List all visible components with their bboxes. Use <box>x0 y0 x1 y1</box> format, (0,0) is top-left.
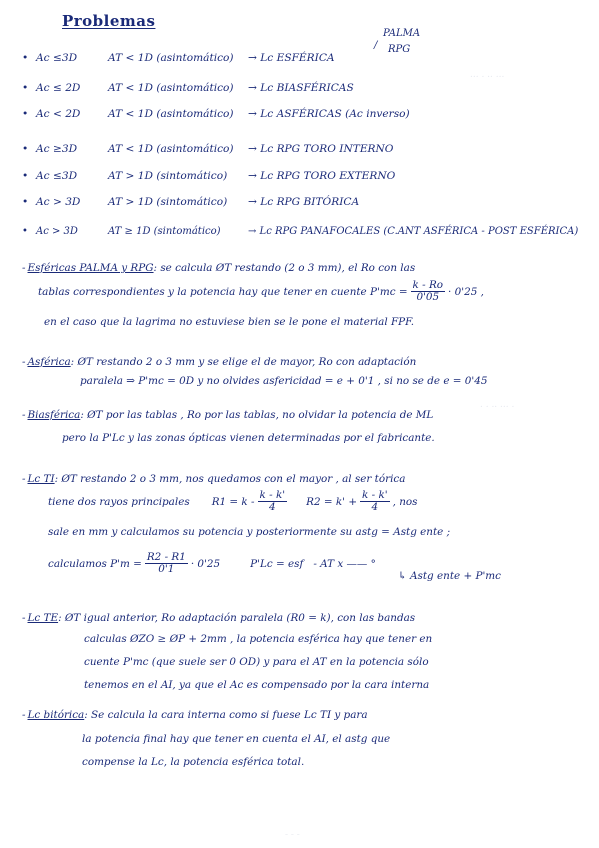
row-condition: Ac > 3D <box>36 226 78 237</box>
lcti-line-5: ↳ Astg ente + P'mc <box>398 570 501 582</box>
fraction: $\frac{R2 - R1}{0'1}$ <box>146 551 186 576</box>
lcti-line-3: sale en mm y calculamos su potencia y posteriormente su astg = Astg ente ; <box>48 526 451 538</box>
classification-row <box>22 108 410 120</box>
esfericas-line-1: - Esféricas PALMA y RPG: se calcula ØT restando (2 o 3 mm), el Ro con las <box>22 262 416 274</box>
classification-row <box>22 82 354 94</box>
classification-row <box>22 226 578 237</box>
fraction: $\frac{k - Ro}{0'05}$ <box>412 279 444 304</box>
row-condition: Ac ≤3D <box>36 52 78 64</box>
lcte-line-2: calculas ØZO ≥ ØP + 2mm , la potencia esférica hay que tener en <box>84 633 433 645</box>
lcbitorica-line-1: - Lc bitórica: Se calcula la cara interna como si fuese Lc TI y para <box>22 709 368 721</box>
row-result: → Lc RPG BITÓRICA <box>248 196 360 208</box>
bullet-icon: • <box>22 108 29 120</box>
bullet-icon: • <box>22 52 29 64</box>
fraction: $\frac{k - k'}{4}$ <box>259 489 286 514</box>
row-astigmatism: AT < 1D (asintomático) <box>108 52 234 64</box>
biasferica-line-2: pero la P'Lc y las zonas ópticas vienen determinadas por el fabricante. <box>62 432 435 444</box>
bleed-through-mark: ... . .. ... <box>470 70 505 80</box>
esfericas-line-2: tablas correspondientes y la potencia hay que tener en cuente P'mc = $\frac{k - Ro}{0'05}$ · 0'25 , <box>38 279 484 304</box>
bullet-icon: • <box>22 226 28 237</box>
bullet-icon: • <box>22 196 29 208</box>
classification-row <box>22 196 359 208</box>
page-title: Problemas <box>62 12 156 30</box>
section-heading: Lc TI <box>27 473 55 485</box>
section-heading: Lc bitórica <box>27 709 85 721</box>
row-result: → Lc BIASFÉRICAS <box>248 82 354 94</box>
bullet-icon: • <box>22 82 29 94</box>
bullet-icon: • <box>22 170 29 182</box>
row-result: → Lc ESFÉRICA <box>248 52 335 64</box>
row-condition: Ac < 2D <box>36 108 81 120</box>
lcte-line-1: - Lc TE: ØT igual anterior, Ro adaptación paralela (R0 = k), con las bandas <box>22 612 416 624</box>
lcti-line-1: - Lc TI: ØT restando 2 o 3 mm, nos quedamos con el mayor , al ser tórica <box>22 473 406 485</box>
row-result: → Lc RPG TORO EXTERNO <box>248 170 396 182</box>
lcte-line-3: cuente P'mc (que suele ser 0 OD) y para el AT en la potencia sólo <box>84 656 429 668</box>
bleed-through-mark: - - - <box>285 830 300 840</box>
row-astigmatism: AT > 1D (sintomático) <box>108 196 228 208</box>
row-astigmatism: AT > 1D (sintomático) <box>108 170 228 182</box>
section-heading: Esféricas PALMA y RPG <box>27 262 154 274</box>
row-result: → Lc RPG PANAFOCALES (C.ANT ASFÉRICA - POST ESFÉRICA) <box>248 226 579 237</box>
row-result: → Lc RPG TORO INTERNO <box>248 143 394 155</box>
row-astigmatism: AT < 1D (asintomático) <box>108 82 234 94</box>
row-astigmatism: AT ≥ 1D (sintomático) <box>108 226 221 237</box>
row-condition: Ac ≤ 2D <box>36 82 81 94</box>
annotation-palma: PALMA <box>383 28 421 39</box>
esfericas-line-3: en el caso que la lagrima no estuviese bien se le pone el material FPF. <box>44 316 415 328</box>
biasferica-line-1: - Biasférica: ØT por las tablas , Ro por las tablas, no olvidar la potencia de ML <box>22 409 434 421</box>
bullet-icon: • <box>22 143 29 155</box>
annotation-rpg: RPG <box>388 44 411 55</box>
row-condition: Ac ≥3D <box>36 143 78 155</box>
classification-row <box>22 143 393 155</box>
asferica-line-1: - Asférica: ØT restando 2 o 3 mm y se elige el de mayor, Ro con adaptación <box>22 356 417 368</box>
lcti-line-2: tiene dos rayos principales R1 = k - $\frac{k - k'}{4}$ R2 = k' + $\frac{k - k'}{4}$ , nos <box>48 489 418 514</box>
fraction: $\frac{k - k'}{4}$ <box>362 489 388 514</box>
classification-row <box>22 52 335 64</box>
bleed-through-mark: . . .. ... . <box>480 400 515 410</box>
lcti-line-4: calculamos P'm = $\frac{R2 - R1}{0'1}$ · 0'25 P'Lc = esf - AT x —— ° <box>48 551 376 576</box>
row-result: → Lc ASFÉRICAS (Ac inverso) <box>248 108 410 120</box>
row-astigmatism: AT < 1D (asintomático) <box>108 143 234 155</box>
lcbitorica-line-2: la potencia final hay que tener en cuenta el AI, el astg que <box>82 733 391 745</box>
row-astigmatism: AT < 1D (asintomático) <box>108 108 234 120</box>
classification-row <box>22 170 395 182</box>
asferica-line-2: paralela ⇒ P'mc = 0D y no olvides asfericidad = e + 0'1 , si no se de e = 0'45 <box>80 375 488 387</box>
annotation-slash: / <box>374 40 378 51</box>
section-heading: Biasférica <box>27 409 81 421</box>
lcte-line-4: tenemos en el AI, ya que el Ac es compensado por la cara interna <box>84 679 430 691</box>
row-condition: Ac ≤3D <box>36 170 78 182</box>
row-condition: Ac > 3D <box>36 196 81 208</box>
lcbitorica-line-3: compense la Lc, la potencia esférica total. <box>82 756 305 768</box>
section-heading: Lc TE <box>27 612 59 624</box>
section-heading: Asférica <box>27 356 71 368</box>
